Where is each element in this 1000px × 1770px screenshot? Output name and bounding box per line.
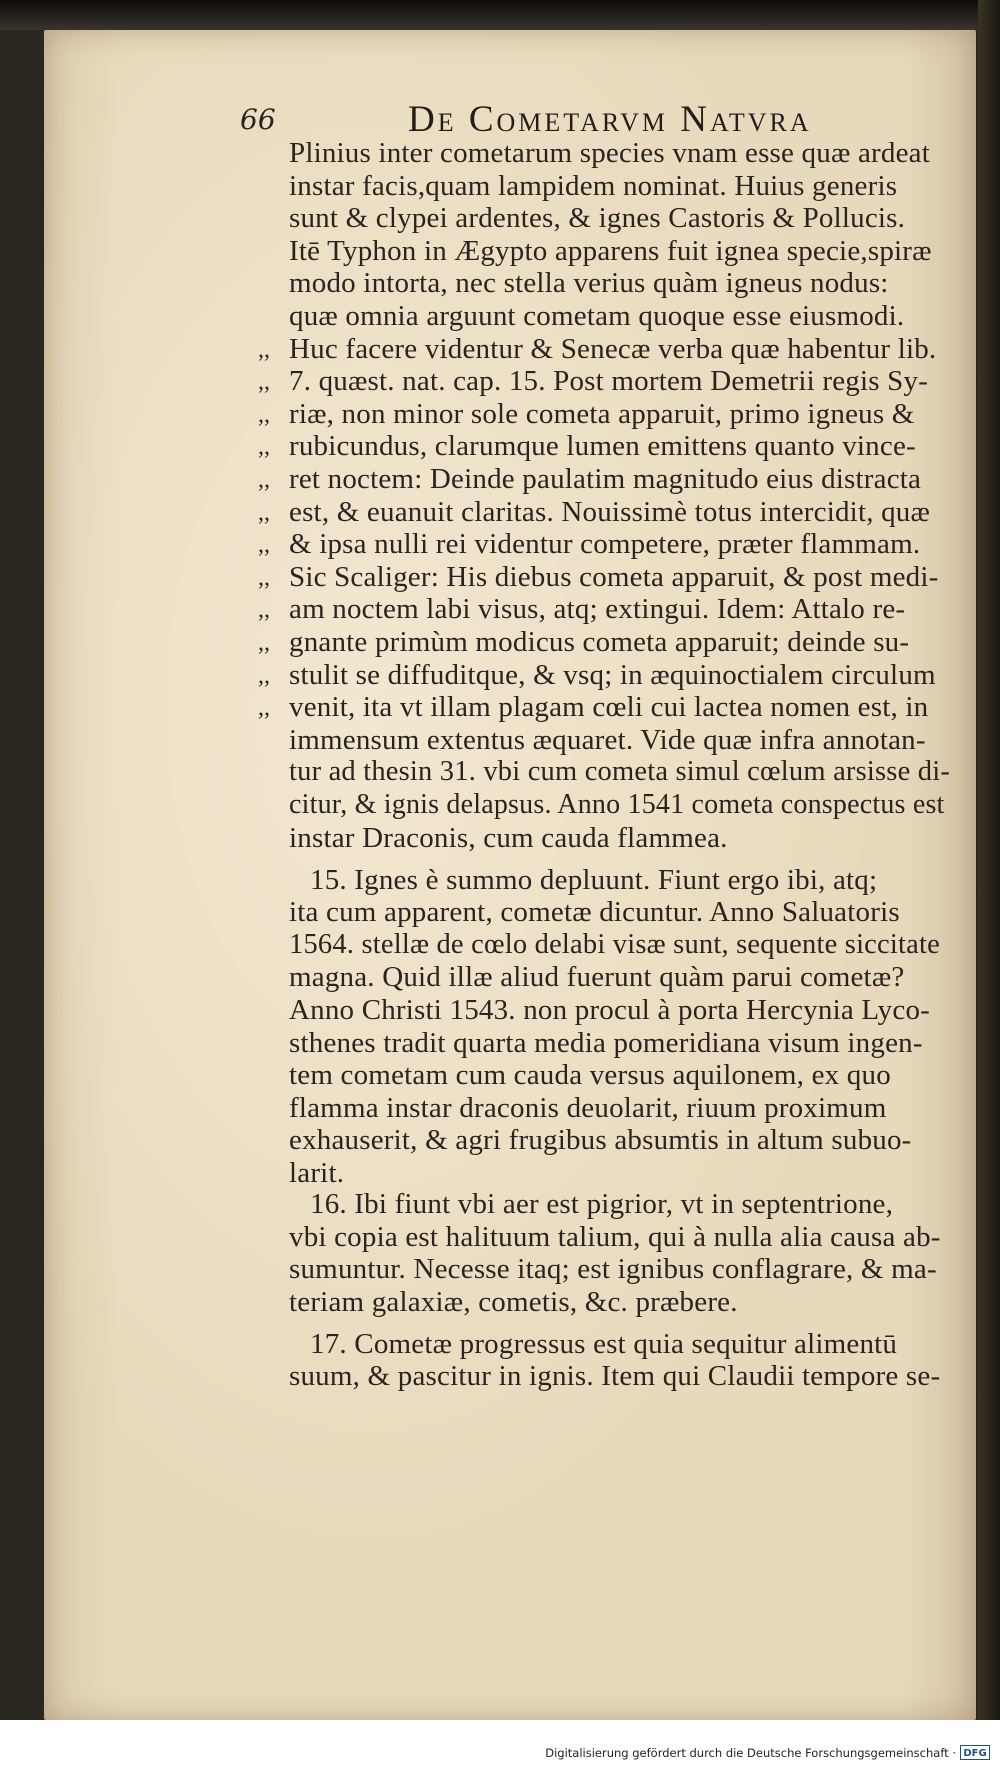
funding-credit: Digitalisierung gefördert durch die Deutsche Forschungsgemeinschaft ·: [545, 1746, 956, 1760]
text-line: venit, ita vt illam plagam cœli cui lactea nomen est, in: [289, 691, 929, 724]
text-line: 7. quæst. nat. cap. 15. Post mortem Demetrii regis Sy-: [289, 365, 929, 398]
quote-mark: ,,: [258, 499, 270, 526]
text-line: stulit se diffuditque, & vsq; in æquinoctialem circulum: [289, 658, 936, 691]
quote-mark: ,,: [258, 630, 270, 656]
text-line: Anno Christi 1543. non procul à porta Hercynia Lyco-: [289, 994, 931, 1026]
quote-mark: ,,: [258, 401, 270, 428]
text-line: riæ, non minor sole cometa apparuit, primo igneus &: [289, 397, 915, 430]
text-line: larit.: [289, 1157, 345, 1189]
text-line: quæ omnia arguunt cometam quoque esse eiusmodi.: [289, 300, 905, 332]
text-line: 16. Ibi fiunt vbi aer est pigrior, vt in septentrione,: [310, 1188, 894, 1220]
text-line: est, & euanuit claritas. Nouissimè totus intercidit, quæ: [289, 495, 931, 528]
text-line: am noctem labi visus, atq; extingui. Idem: Attalo re-: [289, 593, 906, 626]
text-line: vbi copia est halituum talium, qui à nulla alia causa ab-: [289, 1220, 941, 1253]
text-line: magna. Quid illæ aliud fuerunt quàm parui cometæ?: [289, 961, 905, 994]
text-line: rubicundus, clarumque lumen emittens quanto vince-: [289, 430, 916, 463]
text-line: Itē Typhon in Ægypto apparens fuit ignea specie,spiræ: [289, 234, 932, 267]
scan-border-right: [978, 0, 1000, 1770]
text-line: tem cometam cum cauda versus aquilonem, ex quo: [289, 1059, 891, 1092]
text-line: exhauserit, & agri frugibus absumtis in altum subuo-: [289, 1124, 912, 1157]
text-line: ita cum apparent, cometæ dicuntur. Anno Saluatoris: [289, 896, 900, 929]
text-line: gnante primùm modicus cometa apparuit; deinde su-: [289, 626, 910, 658]
page-number: 66: [240, 103, 276, 136]
quote-mark: ,,: [258, 695, 270, 722]
quote-mark: ,,: [258, 662, 270, 689]
text-line: Huc facere videntur & Senecæ verba quæ habentur lib.: [289, 332, 937, 365]
quote-mark: ,,: [258, 467, 270, 493]
text-line: sumuntur. Necesse itaq; est ignibus conflagrare, & ma-: [289, 1253, 937, 1286]
text-line: 1564. stellæ de cœlo delabi visæ sunt, sequente siccitate: [289, 928, 940, 960]
dfg-logo: DFG: [960, 1745, 990, 1760]
text-line: Sic Scaliger: His diebus cometa apparuit, & post medi-: [289, 560, 939, 593]
quote-mark: ,,: [258, 532, 270, 559]
text-line: teriam galaxiæ, cometis, &c. præbere.: [289, 1285, 738, 1318]
text-line: 15. Ignes è summo depluunt. Fiunt ergo ibi, atq;: [310, 863, 878, 896]
quote-mark: ,,: [258, 336, 270, 363]
text-line: instar facis,quam lampidem nominat. Huius generis: [289, 169, 898, 202]
footer-bar: [0, 1720, 1000, 1770]
text-line: citur, & ignis delapsus. Anno 1541 cometa conspectus est: [289, 789, 945, 820]
text-line: instar Draconis, cum cauda flammea.: [289, 821, 728, 854]
text-line: flamma instar draconis deuolarit, riuum proximum: [289, 1091, 887, 1124]
text-line: Plinius inter cometarum species vnam esse quæ ardeat: [289, 137, 930, 169]
text-line: 17. Cometæ progressus est quia sequitur alimentū: [310, 1327, 898, 1360]
quote-mark: ,,: [258, 434, 270, 461]
text-line: sunt & clypei ardentes, & ignes Castoris & Pollucis.: [289, 202, 906, 235]
text-line: sthenes tradit quarta media pomeridiana visum ingen-: [289, 1026, 923, 1059]
quote-mark: ,,: [258, 597, 270, 624]
text-line: suum, & pascitur in ignis. Item qui Claudii tempore se-: [289, 1360, 941, 1393]
text-line: modo intorta, nec stella verius quàm igneus nodus:: [289, 267, 889, 300]
scan-border-top: [0, 0, 1000, 30]
quote-mark: ,,: [258, 564, 270, 591]
text-line: tur ad thesin 31. vbi cum cometa simul cœlum arsisse di-: [289, 756, 951, 788]
quote-mark: ,,: [258, 369, 270, 396]
running-head: De Cometarvm Natvra: [408, 99, 812, 140]
text-line: ret noctem: Deinde paulatim magnitudo eius distracta: [289, 463, 922, 495]
text-line: & ipsa nulli rei videntur competere, præter flammam.: [289, 528, 921, 561]
text-line: immensum extentus æquaret. Vide quæ infra annotan-: [289, 723, 926, 756]
